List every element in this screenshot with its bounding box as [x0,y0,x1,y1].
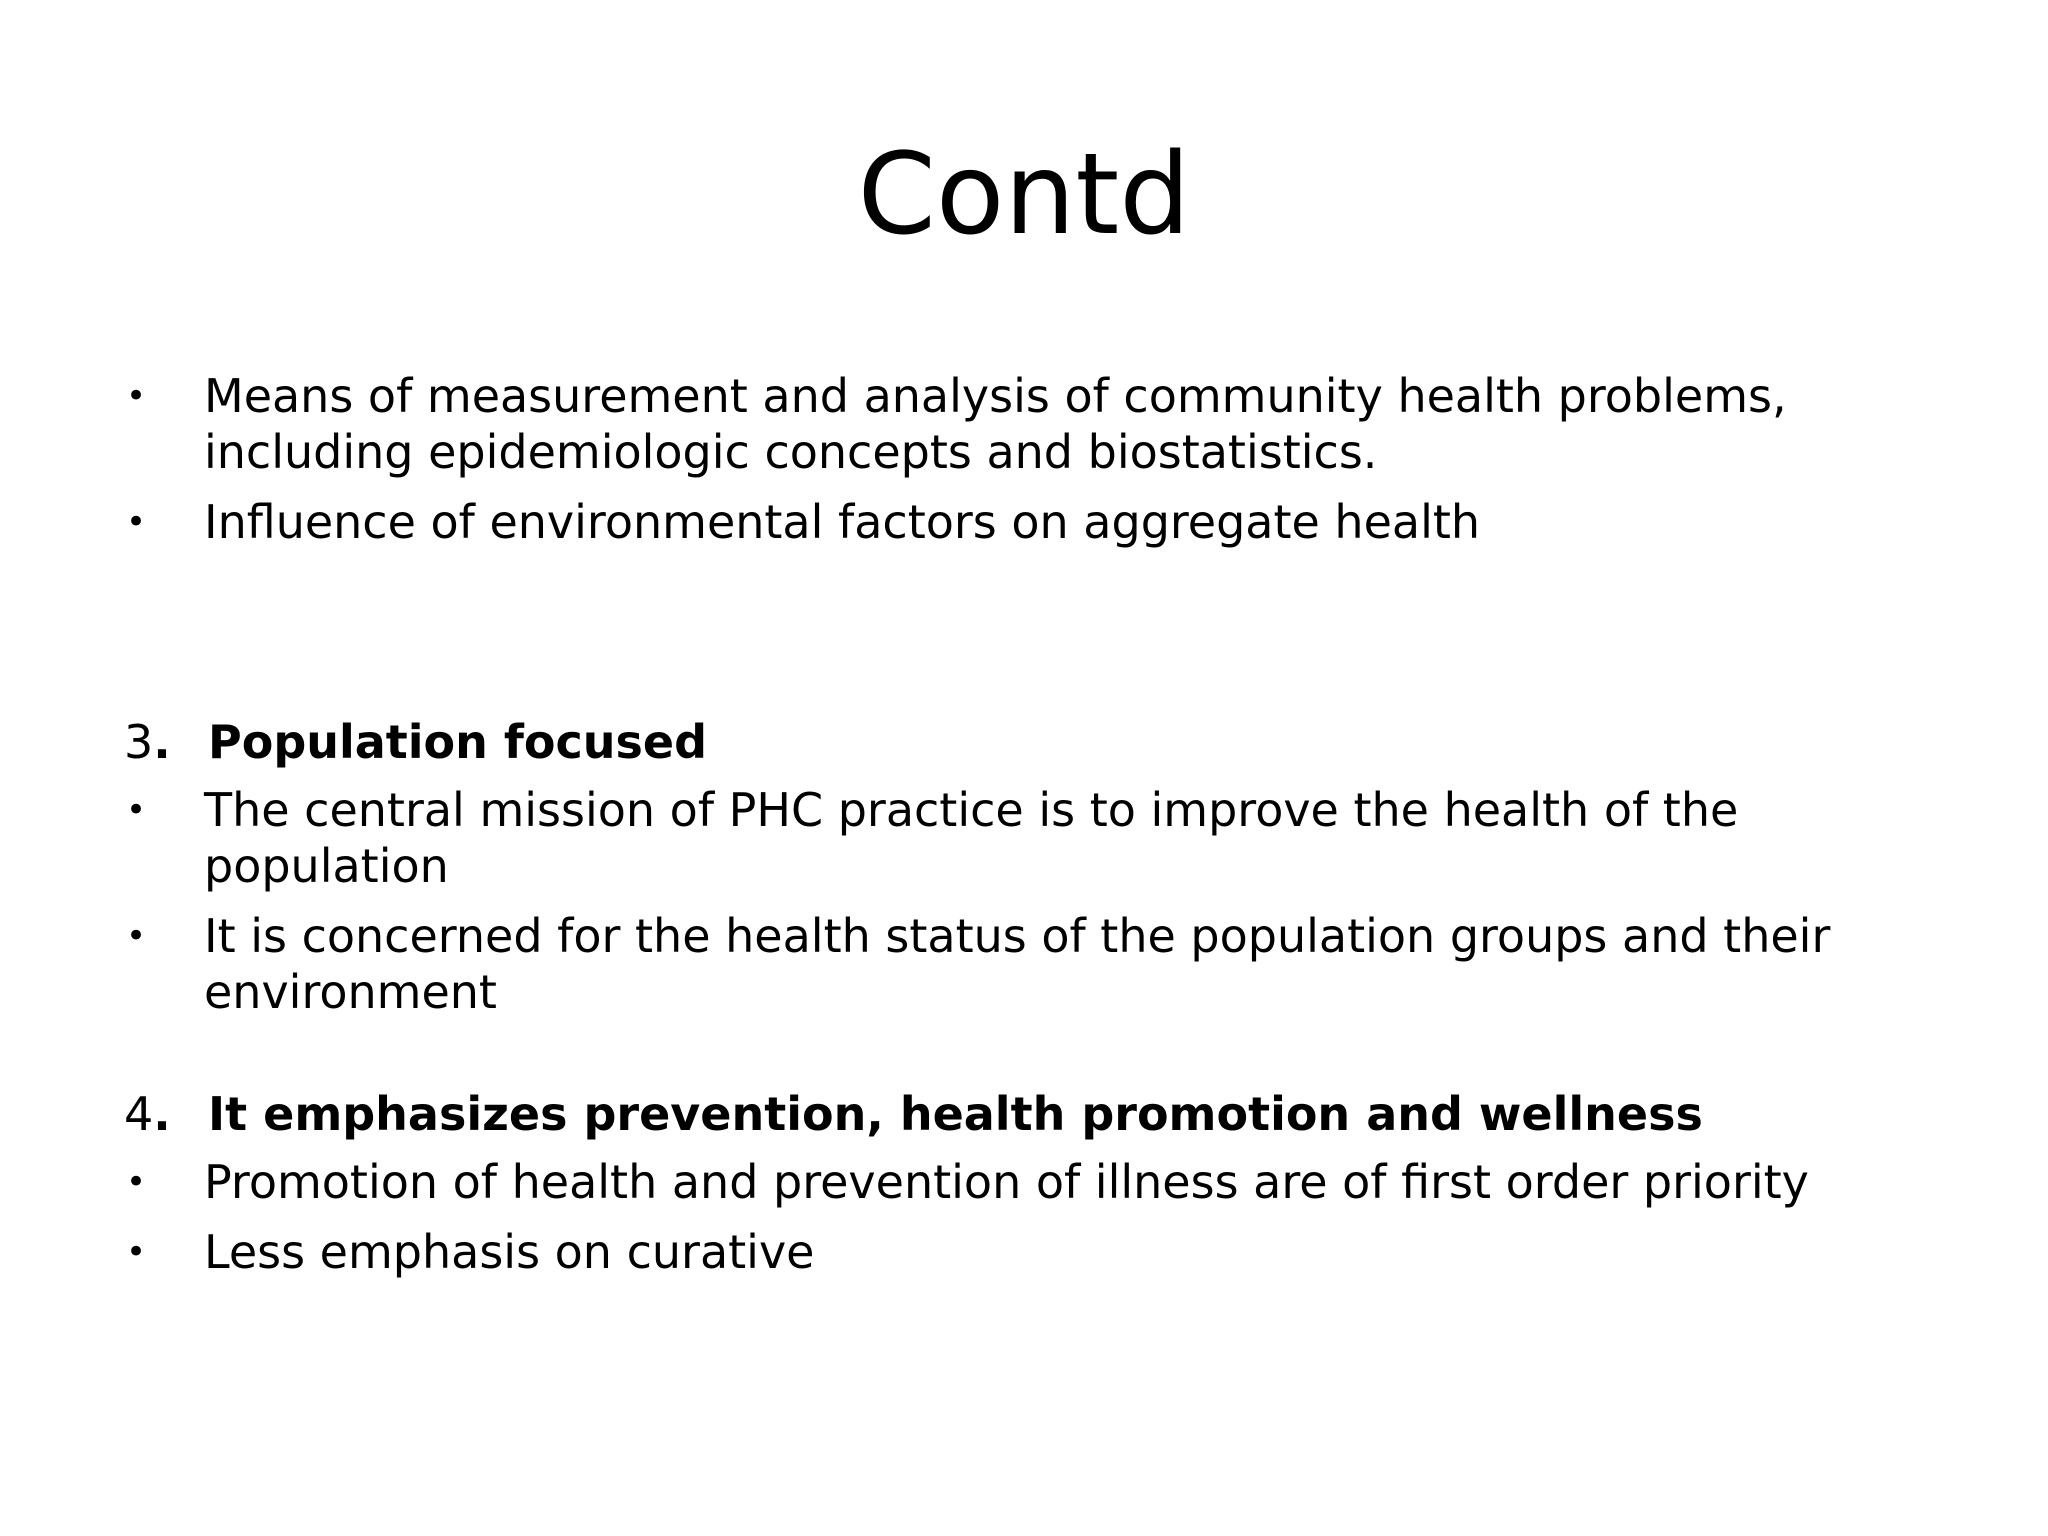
bullet-item [124,782,1984,894]
section-3-title: Population focused [208,715,708,769]
section-4-title: It emphasizes prevention, health promotion and wellness [208,1087,1703,1141]
bullet-dot-icon: • [126,1162,147,1202]
section-3-number: 3. [124,715,171,769]
bullet-text: Influence of environmental factors on aggregate health [204,495,1481,549]
bullet-item [124,908,1984,1020]
bullet-text: Means of measurement and analysis of community health problems, including epidemiologic concepts and biostatistics. [204,369,1787,479]
section-4-number: 4. [124,1087,171,1141]
bullet-dot-icon: • [126,916,147,956]
bullet-text: Less emphasis on curative [204,1225,815,1279]
bullet-dot-icon: • [126,790,147,830]
slide-body [124,368,1984,1294]
bullet-text: Promotion of health and prevention of illness are of first order priority [204,1155,1809,1209]
section-4-heading [124,1086,1984,1142]
spacer [124,1034,1984,1086]
bullet-item [124,1154,1984,1210]
bullet-dot-icon: • [126,1232,147,1272]
bullet-item [124,1224,1984,1280]
bullet-text: The central mission of PHC practice is to improve the health of the population [204,783,1739,893]
spacer [124,564,1984,714]
section-3-heading [124,714,1984,770]
bullet-dot-icon: • [126,502,147,542]
bullet-item [124,368,1984,480]
bullet-text: It is concerned for the health status of the population groups and their environment [204,909,1831,1019]
slide-title: Contd [857,130,1191,260]
bullet-dot-icon: • [126,376,147,416]
bullet-item [124,494,1984,550]
